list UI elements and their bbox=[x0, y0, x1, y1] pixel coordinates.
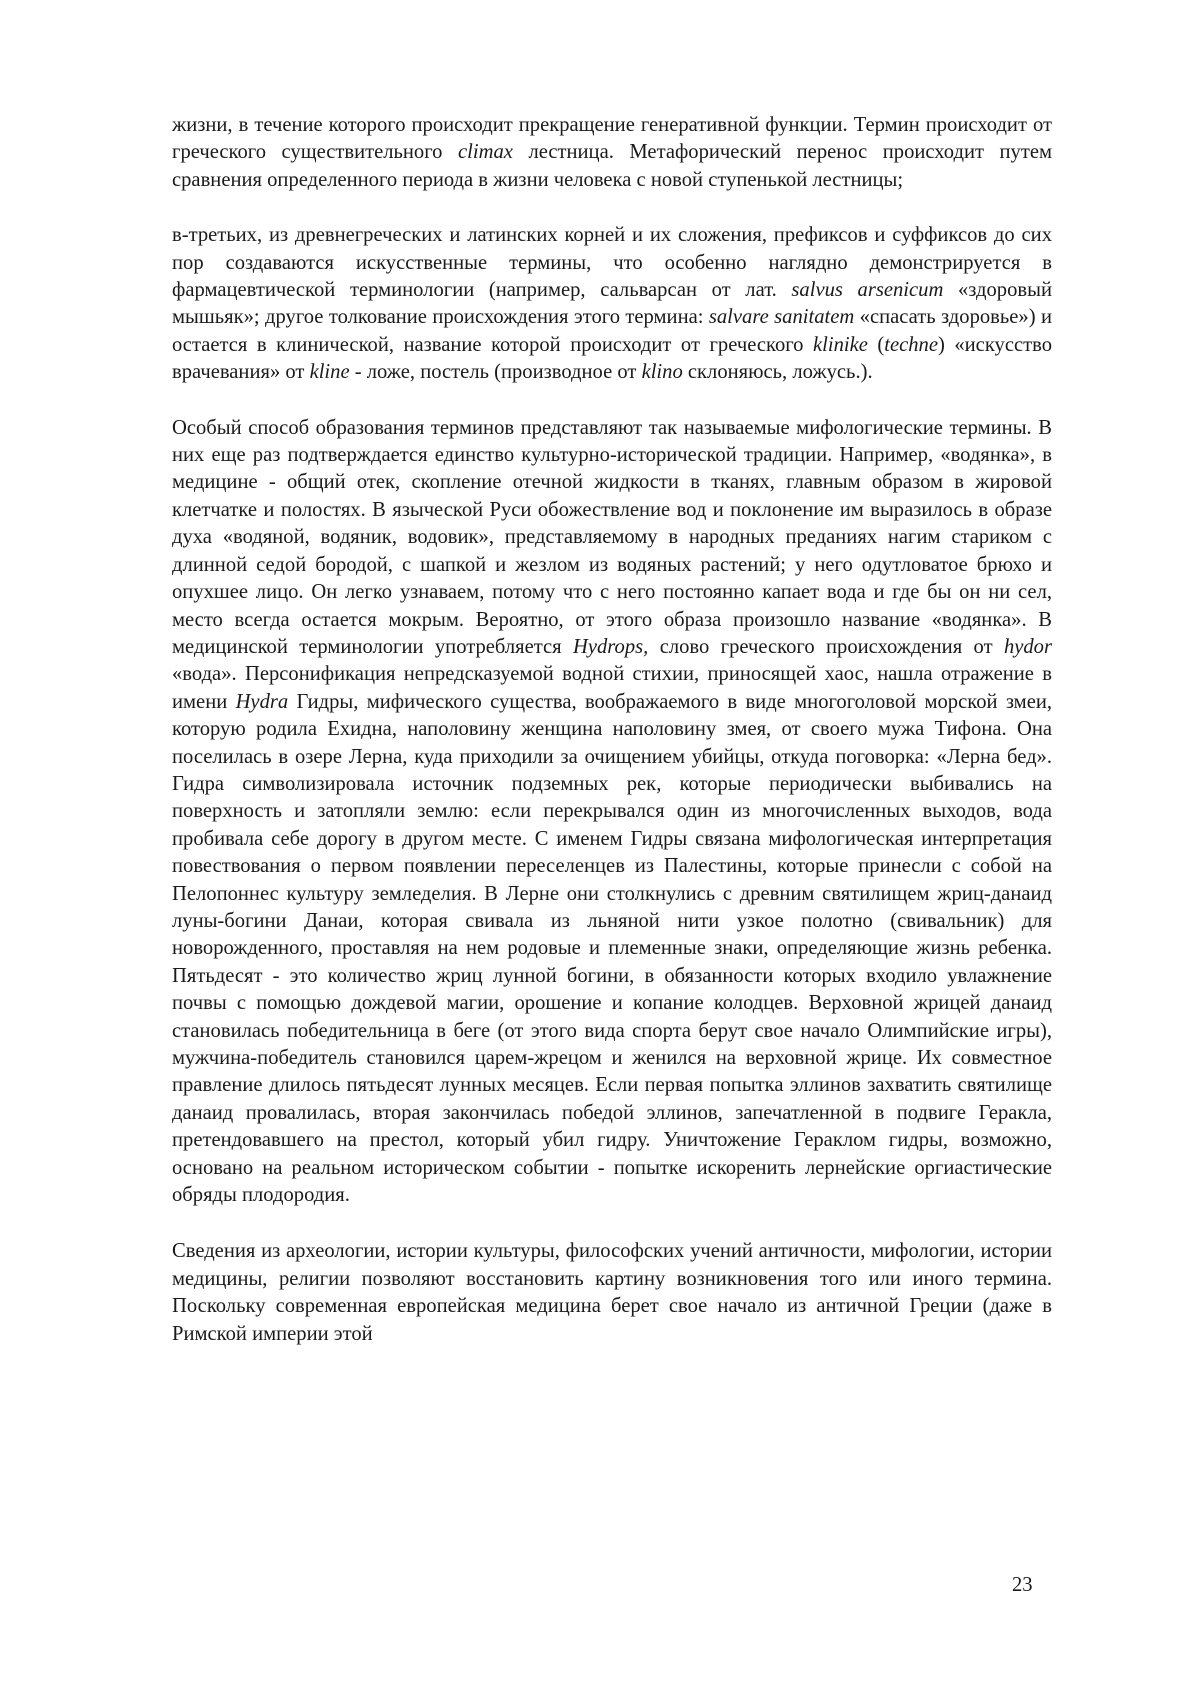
paragraph-1 bbox=[172, 112, 1052, 194]
italic-term: klinike bbox=[812, 333, 868, 356]
italic-term: klino bbox=[641, 361, 683, 384]
italic-term: salvare sanitatem bbox=[708, 306, 855, 329]
text-run: склоняюсь, ложусь.). bbox=[682, 361, 873, 384]
text-run: ( bbox=[867, 333, 885, 356]
text-run: жизни, в течение которого происходит прекращение генеративной функции. Термин происходит от греческого существительного bbox=[172, 114, 1052, 164]
text-run: Особый способ образования терминов представляют так называемые мифологические термины. В них еще раз подтверждается единство культурно-исторической традиции. Например, «водянка», в медицине - общий отек, скопление отечной жидкости в тканях, главным образом в жировой клетчатке и полостях. В языческой Руси обожествление вод и поклонение им выразилось в образе духа «водяной, водяник, водовик», представляемому в народных преданиях нагим стариком с длинной седой бородой, с шапкой и жезлом из водяных растений; у него одутловатое брюхо и опухшее лицо. Он легко узнаваем, потому что с него постоянно капает вода и где бы он ни сел, место всегда остается мокрым. Вероятно, от этого образа произошло название «водянка». В медицинской терминологии употребляется bbox=[172, 416, 1052, 658]
text-run: «здоровый мышьяк»; другое толкование происхождения этого термина: bbox=[172, 279, 1052, 329]
italic-term: Hydra bbox=[235, 690, 289, 713]
text-run: слово греческого происхождения от bbox=[648, 635, 1004, 658]
paragraph-2 bbox=[172, 222, 1052, 386]
text-run: лестница. Метафорический перенос происходит путем сравнения определенного периода в жизни человека с новой ступенькой лестницы; bbox=[172, 141, 1052, 191]
italic-term: salvus arsenicum bbox=[791, 279, 944, 302]
text-run: Сведения из археологии, истории культуры, философских учений античности, мифологии, истории медицины, религии позволяют восстановить картину возникновения того или иного термина. Поскольку современная европейская медицина берет свое начало из античной Греции (даже в Римской империи этой bbox=[172, 1240, 1052, 1345]
text-run: «спасать здоровье») и остается в клинической, название которой происходит от греческого bbox=[172, 306, 1053, 356]
italic-term: techne bbox=[884, 333, 938, 356]
text-run: ) «искусство врачевания» от bbox=[172, 333, 1052, 384]
page-number: 23 bbox=[1012, 1574, 1033, 1596]
italic-term: climax bbox=[458, 141, 513, 164]
text-run: «вода». Персонификация непредсказуемой водной стихии, приносящей хаос, нашла отражение в имени bbox=[172, 663, 1052, 713]
italic-term: hydor bbox=[1003, 635, 1052, 658]
italic-term: Hydrops, bbox=[573, 635, 649, 658]
text-run: - ложе, постель (производное от bbox=[349, 361, 642, 384]
text-run: Гидры, мифического существа, воображаемого в виде многоголовой морской змеи, которую родила Ехидна, наполовину женщина наполовину змея, от своего мужа Тифона. Она поселилась в озере Лерна, куда приходили за очищением убийцы, откуда поговорка: «Лерна бед». Гидра символизировала источник подземных рек, которые периодически выбивались на поверхность и затопляли землю: если перекрывался один из многочисленных выходов, вода пробивала себе дорогу в другом месте. С именем Гидры связана мифологическая интерпретация повествования о первом появлении переселенцев из Палестины, которые принесли с собой на Пелопоннес культуру земледелия. В Лерне они столкнулись с древним святилищем жриц-данаид луны-богини Данаи, которая свивала из льняной нити узкое полотно (свивальник) для новорожденного, проставляя на нем родовые и племенные знаки, определяющие жизнь ребенка. Пятьдесят - это количество жриц лунной богини, в обязанности которых входило увлажнение почвы с помощью дождевой магии, орошение и копание колодцев. Верховной жрицей данаид становилась победительница в беге (от этого вида спорта берут свое начало Олимпийские игры), мужчина-победитель становился царем-жрецом и женился на верховной жрице. Их совместное правление длилось пятьдесят лунных месяцев. Если первая попытка эллинов захватить святилище данаид провалилась, вторая закончилась победой эллинов, запечатленной в подвиге Геракла, претендовавшего на престол, который убил гидру. Уничтожение Гераклом гидры, возможно, основано на реальном историческом событии - попытке искоренить лернейские оргиастические обряды плодородия. bbox=[172, 690, 1053, 1207]
italic-term: kline bbox=[309, 361, 350, 384]
body-text bbox=[172, 112, 1052, 1348]
paragraph-4 bbox=[172, 1238, 1052, 1348]
text-run: в-третьих, из древнегреческих и латинских корней и их сложения, префиксов и суффиксов до сих пор создаваются искусственные термины, что особенно наглядно демонстрируется в фармацевтической терминологии (например, сальварсан от лат. bbox=[172, 224, 1052, 302]
paragraph-3 bbox=[172, 415, 1052, 1210]
